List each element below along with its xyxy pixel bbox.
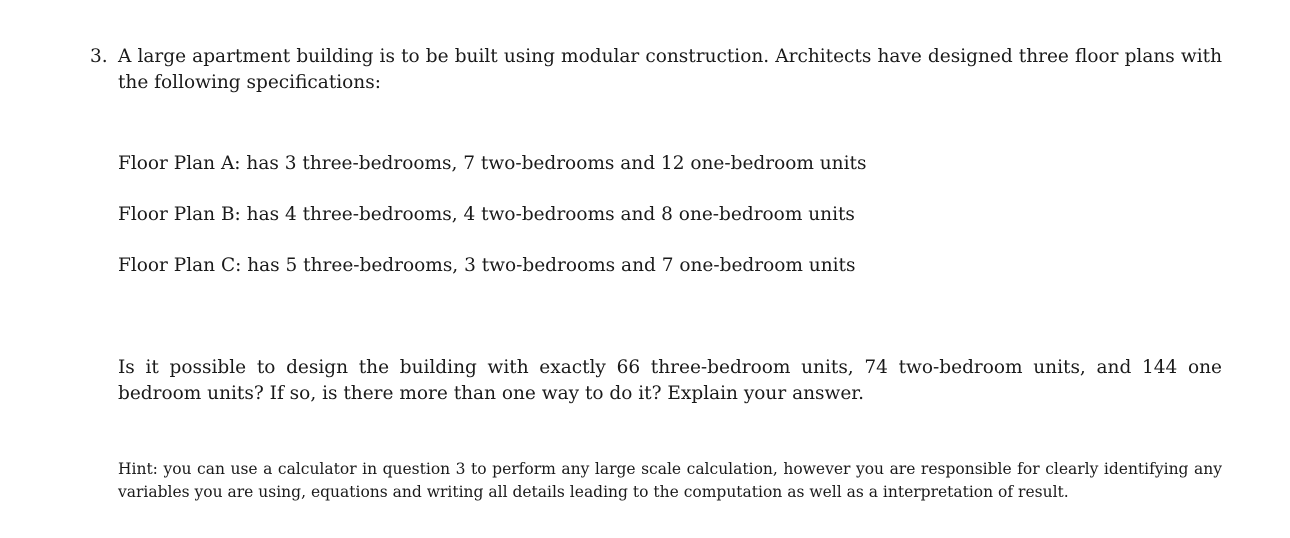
problem-intro: A large apartment building is to be built using modular construction. Architects have designed three floor plans with the following specifications:	[118, 46, 1222, 93]
problem-question: Is it possible to design the building with exactly 66 three-bedroom units, 74 two-bedroom units, and 144 one bedroom units? If so, is there more than one way to do it? Explain your answer.	[118, 356, 1222, 404]
floor-plan-c: Floor Plan C: has 5 three-bedrooms, 3 two-bedrooms and 7 one-bedroom units	[118, 255, 856, 276]
problem-hint: Hint: you can use a calculator in question 3 to perform any large scale calculation, however you are responsible for clearly identifying any variables you are using, equations and writing all details leading to the computation as well as a interpretation of result.	[118, 459, 1222, 501]
floor-plan-a: Floor Plan A: has 3 three-bedrooms, 7 two-bedrooms and 12 one-bedroom units	[118, 153, 867, 174]
floor-plan-list	[118, 151, 866, 304]
problem-number: 3.	[90, 46, 108, 67]
floor-plan-b: Floor Plan B: has 4 three-bedrooms, 4 two-bedrooms and 8 one-bedroom units	[118, 204, 855, 225]
problem-3	[90, 44, 1222, 501]
